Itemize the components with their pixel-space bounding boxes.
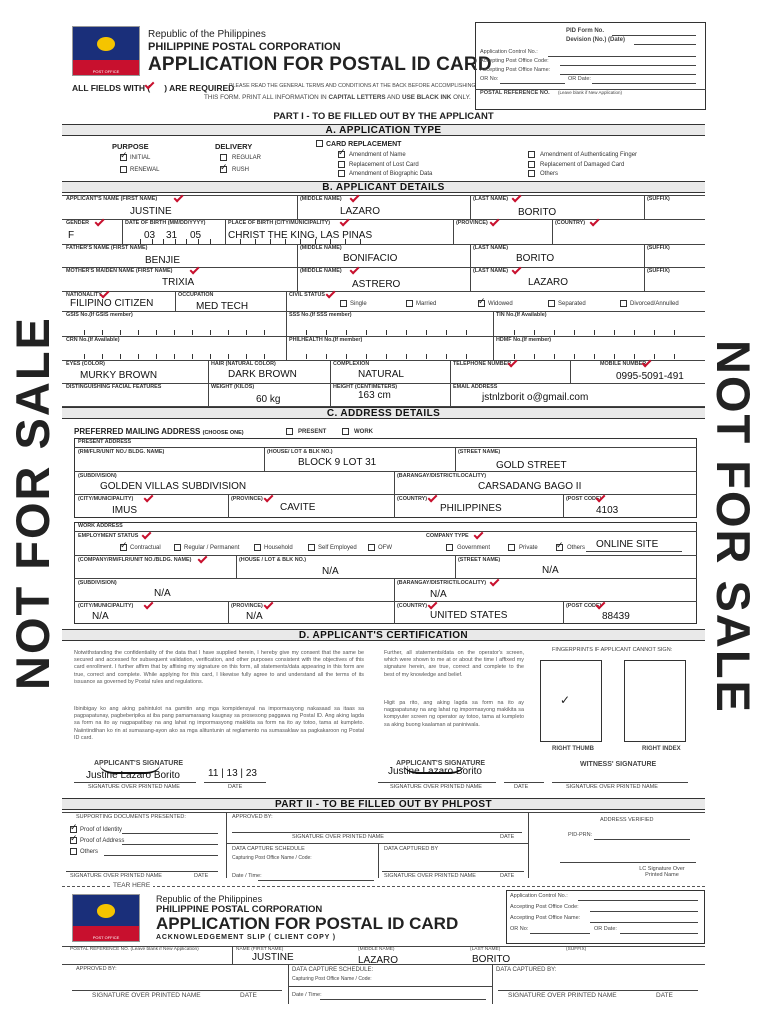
eyes-value[interactable]: MURKY BROWN xyxy=(80,370,158,381)
first-name-value[interactable]: JUSTINE xyxy=(130,206,172,217)
p2-sig-over-3: SIGNATURE OVER PRINTED NAME xyxy=(384,873,476,879)
divorced-label: Divorced/Annulled xyxy=(630,301,679,307)
amend-bio-label: Amendment of Biographic Data xyxy=(349,171,433,177)
dob-year[interactable]: 05 xyxy=(190,230,202,241)
others-a-label: Others xyxy=(540,171,559,177)
card-replacement-checkbox[interactable] xyxy=(316,140,323,147)
others-p2-label: Others xyxy=(80,849,99,855)
consent-filipino: Ibinibigay ko ang aking pahintulot na gamitin ang mga kompidensyal na impormasyong nakasaad sa itaas sa pagpapatunay, pagbeberipika at iba pang pamamaraang kaugnay sa prosesong paggawa ng Postal ID. Ang aking lagda sa form na ito ay nagpapatibay na ang lahat ng impormasyong makikita sa form na ito ay totoo, tama at kumpleto. Naiintindihan ko rin at sumasang-ayon ako sa mga alituntunin at reglamento na sumasaklaw sa pagkakaroon ng Postal ID card. xyxy=(74,706,364,741)
data-captured-by-label: DATA CAPTURED BY xyxy=(384,846,439,852)
capturing-office-label: Capturing Post Office Name / Code: xyxy=(232,855,312,861)
civil-status-label: CIVIL STATUS xyxy=(289,292,325,298)
barangay-value[interactable]: CARSADANG BAGO II xyxy=(478,481,582,492)
watermark-left: NOT FOR SALE xyxy=(6,316,59,690)
father-name-label: FATHER'S NAME (FIRST NAME) xyxy=(66,245,148,251)
present-label: PRESENT xyxy=(298,429,327,435)
barangay-label: (BARANGAY/DISTRICT/LOCALITY) xyxy=(397,473,487,479)
instructions-line1: PLEASE READ THE GENERAL TERMS AND CONDITIONS AT THE BACK BEFORE ACCOMPLISHING xyxy=(229,83,476,89)
slip-first-value[interactable]: JUSTINE xyxy=(252,952,294,963)
further-english: Further, all statements/data on the operator's screen, which were shown to me at or about the time I affixed my signature herein, are true, correct and complete to the best of my knowledge and belief. xyxy=(384,650,524,678)
household-checkbox[interactable] xyxy=(254,544,261,551)
rush-label: RUSH xyxy=(232,167,250,173)
nationality-value[interactable]: FILIPINO CITIZEN xyxy=(70,298,154,309)
approved-by-label: APPROVED BY: xyxy=(232,814,273,820)
mother-last-value[interactable]: LAZARO xyxy=(528,277,569,288)
married-label: Married xyxy=(416,301,437,307)
slip-accepting-code: Accepting Post Office Code: xyxy=(510,904,579,910)
section-c-title: C. ADDRESS DETAILS xyxy=(62,407,705,419)
subdivision-label: (SUBDIVISION) xyxy=(78,473,117,479)
or-no-label: OR No: xyxy=(480,76,499,82)
p2-sig-over-2: SIGNATURE OVER PRINTED NAME xyxy=(292,834,384,840)
slip-data-captured-label: DATA CAPTURED BY: xyxy=(496,967,557,973)
others-c-label: Others xyxy=(567,545,586,551)
renewal-checkbox[interactable] xyxy=(120,166,127,173)
work-subdivision-value[interactable]: N/A xyxy=(154,588,171,599)
applicant-sig-date[interactable]: 11 | 13 | 23 xyxy=(208,768,257,779)
government-checkbox[interactable] xyxy=(446,544,453,551)
sig-over-name-1: SIGNATURE OVER PRINTED NAME xyxy=(88,784,180,790)
section-a-title: A. APPLICATION TYPE xyxy=(62,124,705,136)
slip-accepting-name: Accepting Post Office Name: xyxy=(510,915,581,921)
widowed-label: Widowed xyxy=(488,301,513,307)
tin-label: TIN No.(If Available) xyxy=(496,312,547,318)
damaged-label: Replacement of Damaged Card xyxy=(540,162,625,168)
postal-ref-label: POSTAL REFERENCE NO. xyxy=(480,90,550,96)
slip-republic: Republic of the Philippines xyxy=(156,894,263,904)
proof-address-label: Proof of Address xyxy=(80,838,125,844)
gender-value[interactable]: F xyxy=(68,230,75,241)
lost-card-checkbox[interactable] xyxy=(338,161,345,168)
tear-here-label: TEAR HERE xyxy=(110,883,153,890)
applicant-printed-name-2[interactable]: Justine Lazaro Borito xyxy=(388,766,482,777)
work-label: WORK xyxy=(354,429,373,435)
company-type-label: COMPANY TYPE xyxy=(426,533,469,539)
complexion-value[interactable]: NATURAL xyxy=(358,369,404,380)
telephone-label: TELEPHONE NUMBER xyxy=(453,361,512,367)
house-label: (HOUSE/ LOT & BLK NO.) xyxy=(267,449,333,455)
father-first-value[interactable]: BENJIE xyxy=(145,255,181,266)
unit-label: (RM/FLR/UNIT NO./ BLDG. NAME) xyxy=(78,449,165,455)
p2-date-1: DATE xyxy=(194,873,209,879)
hair-label: HAIR (NATURAL COLOR) xyxy=(211,361,276,367)
work-province-value[interactable]: N/A xyxy=(246,611,263,622)
country-value[interactable]: PHILIPPINES xyxy=(440,503,502,514)
sig-date-label-1: DATE xyxy=(228,784,243,790)
p2-date-2: DATE xyxy=(500,834,515,840)
contractual-check-icon: ✓ xyxy=(120,540,128,550)
work-street-value[interactable]: N/A xyxy=(542,565,559,576)
amend-finger-checkbox[interactable] xyxy=(528,151,535,158)
p2-date-3: DATE xyxy=(500,873,515,879)
slip-sig-over-1: SIGNATURE OVER PRINTED NAME xyxy=(92,992,201,999)
slip-subtitle: ACKNOWLEDGEMENT SLIP ( CLIENT COPY ) xyxy=(156,934,336,941)
work-province-label: (PROVINCE) xyxy=(231,603,263,609)
proof-identity-check-icon: ✓ xyxy=(70,822,78,832)
crn-label: CRN No.(If Available) xyxy=(66,337,120,343)
right-thumb-label: RIGHT THUMB xyxy=(552,746,594,752)
suffix-label: (SUFFIX) xyxy=(647,196,670,202)
work-city-value[interactable]: N/A xyxy=(92,611,109,622)
eyes-label: EYES (COLOR) xyxy=(66,361,105,367)
hdmf-label: HDMF No.(If member) xyxy=(496,337,552,343)
others-p2-checkbox[interactable] xyxy=(70,848,77,855)
widowed-check-icon: ✓ xyxy=(478,296,486,306)
mother-suffix-label: (SUFFIX) xyxy=(647,268,670,274)
required-note: ALL FIELDS WITH ( ) ARE REQUIRED xyxy=(72,83,235,93)
slip-or-no: OR No: xyxy=(510,926,529,932)
supporting-docs-label: SUPPORTING DOCUMENTS PRESENTED: xyxy=(76,814,186,820)
amend-finger-label: Amendment of Authenticating Finger xyxy=(540,152,638,158)
pid-form-label: PID Form No. xyxy=(566,28,605,34)
street-label: (STREET NAME) xyxy=(458,449,501,455)
private-checkbox[interactable] xyxy=(508,544,515,551)
street-value[interactable]: GOLD STREET xyxy=(496,460,567,471)
initial-label: INITIAL xyxy=(130,155,151,161)
height-label: HEIGHT (CENTIMETERS) xyxy=(333,384,398,390)
father-last-value[interactable]: BORITO xyxy=(516,253,555,264)
country-label: (COUNTRY) xyxy=(397,496,428,502)
lc-signature-label: LC Signature Over Printed Name xyxy=(639,866,685,878)
slip-approved-label: APPROVED BY: xyxy=(76,966,117,972)
work-barangay-value[interactable]: N/A xyxy=(430,589,447,600)
work-city-label: (CITY/MUNICIPALITY) xyxy=(78,603,134,609)
first-name-label: APPLICANT'S NAME (FIRST NAME) xyxy=(66,196,158,202)
part1-title: PART I - TO BE FILLED OUT BY THE APPLICANT xyxy=(273,111,494,122)
father-middle-label: (MIDDLE NAME) xyxy=(300,245,342,251)
pob-value[interactable]: CHRIST THE KING, LAS PINAS xyxy=(228,230,373,241)
p2-sig-over-1: SIGNATURE OVER PRINTED NAME xyxy=(70,873,162,879)
preferred-label: PREFERRED MAILING ADDRESS (CHOOSE ONE) xyxy=(74,427,244,436)
government-label: Government xyxy=(457,545,491,551)
regular-checkbox[interactable] xyxy=(220,154,227,161)
corporation-name: PHILIPPINE POSTAL CORPORATION xyxy=(148,41,341,53)
instructions-line2: THIS FORM. PRINT ALL INFORMATION IN CAPITAL LETTERS AND USE BLACK INK ONLY. xyxy=(204,94,471,101)
others-c-check-icon: ✓ xyxy=(556,540,564,550)
present-address-label: PRESENT ADDRESS xyxy=(78,439,132,445)
date-time-label: Date / Time: xyxy=(232,873,262,879)
work-postcode-label: (POST CODE) xyxy=(566,603,602,609)
section-d-title: D. APPLICANT'S CERTIFICATION xyxy=(62,629,705,641)
single-checkbox[interactable] xyxy=(340,300,347,307)
house-value[interactable]: BLOCK 9 LOT 31 xyxy=(298,457,377,468)
mother-middle-label: (MIDDLE NAME) xyxy=(300,268,342,274)
delivery-label: DELIVERY xyxy=(215,142,253,151)
last-name-label: (LAST NAME) xyxy=(473,196,509,202)
pid-prn-label: PID-PRN: xyxy=(568,832,593,838)
accepting-code-label: Accepting Post Office Code: xyxy=(480,58,549,64)
private-label: Private xyxy=(519,545,538,551)
pob-province-label: (PROVINCE) xyxy=(456,220,488,226)
mother-first-value[interactable]: TRIXIA xyxy=(162,277,195,288)
postcode-value[interactable]: 4103 xyxy=(596,505,619,516)
amend-name-check-icon: ✓ xyxy=(338,147,346,157)
postal-ref-note: (Leave blank if New Application) xyxy=(558,90,623,95)
amend-name-label: Amendment of Name xyxy=(349,152,406,158)
present-checkbox[interactable] xyxy=(286,428,293,435)
email-label: EMAIL ADDRESS xyxy=(453,384,498,390)
others-a-checkbox[interactable] xyxy=(528,170,535,177)
slip-middle-value[interactable]: LAZARO xyxy=(358,955,399,966)
work-country-label: (COUNTRY) xyxy=(397,603,428,609)
dob-day[interactable]: 31 xyxy=(166,230,178,241)
work-postcode-value[interactable]: 88439 xyxy=(602,611,630,622)
sig-over-name-2: SIGNATURE OVER PRINTED NAME xyxy=(390,784,482,790)
slip-or-date: OR Date: xyxy=(594,926,617,932)
slip-middle-label: (MIDDLE NAME) xyxy=(358,947,395,952)
form-title: APPLICATION FOR POSTAL ID CARD xyxy=(148,54,492,75)
right-index-box[interactable] xyxy=(624,660,686,742)
thumb-check-icon: ✓ xyxy=(560,693,571,707)
complexion-label: COMPLEXION xyxy=(333,361,370,367)
employment-label: EMPLOYMENT STATUS xyxy=(78,533,139,539)
slip-title: APPLICATION FOR POSTAL ID CARD xyxy=(156,914,459,933)
slip-date-time-label: Date / Time: xyxy=(292,992,322,998)
slip-data-capture-label: DATA CAPTURE SCHEDULE: xyxy=(292,967,374,973)
pob-country-label: (COUNTRY) xyxy=(555,220,586,226)
amend-bio-checkbox[interactable] xyxy=(338,170,345,177)
initial-check-icon: ✓ xyxy=(120,150,128,160)
slip-last-value[interactable]: BORITO xyxy=(472,954,511,965)
work-address-label: WORK ADDRESS xyxy=(78,523,123,529)
slip-postal-ref: POSTAL REFERENCE NO. (Leave blank if New Application) xyxy=(70,947,199,952)
separated-label: Separated xyxy=(558,301,586,307)
dob-label: DATE OF BIRTH (MM/DD/YYYY) xyxy=(125,220,206,226)
sss-label: SSS No.(If SSS member) xyxy=(289,312,352,318)
proof-identity-label: Proof of Identity xyxy=(80,827,123,833)
purpose-label: PURPOSE xyxy=(112,142,149,151)
nationality-label: NATIONALITY xyxy=(66,292,102,298)
slip-date-2: DATE xyxy=(656,992,673,999)
father-middle-value[interactable]: BONIFACIO xyxy=(343,253,398,264)
contractual-label: Contractual xyxy=(130,545,161,551)
father-suffix-label: (SUFFIX) xyxy=(647,245,670,251)
consent-english: Notwithstanding the confidentiality of the data that I have supplied herein, I hereby give my consent that the same be secured and accessed for subsequent validation, verification, and other purposes consistent with the objectives of this card enrollment. I further affirm that by affixing my signature on this form, all statements/data appearing in this form are true, correct and complete. While applying for this card, I likewise fully agree to and understand all the terms of its issuance as governed by Postal rules and regulations. xyxy=(74,650,364,685)
father-last-label: (LAST NAME) xyxy=(473,245,509,251)
province-value[interactable]: CAVITE xyxy=(280,502,316,513)
company-label: (COMPANY/RM/FLR/UNIT NO./BLDG. NAME) xyxy=(78,557,192,563)
married-checkbox[interactable] xyxy=(406,300,413,307)
applicant-sig-label-2: APPLICANT'S SIGNATURE xyxy=(396,760,486,767)
or-date-label: OR Date: xyxy=(568,76,591,82)
slip-logo: POST OFFICE xyxy=(72,894,140,942)
work-country-value[interactable]: UNITED STATES xyxy=(430,610,508,621)
single-label: Single xyxy=(350,301,367,307)
watermark-right: NOT FOR SALE xyxy=(707,340,760,714)
divorced-checkbox[interactable] xyxy=(620,300,627,307)
further-filipino: Higit pa rito, ang aking lagda sa form na ito ay nagpapatunay na ang lahat ng impormasyong makikita sa kompyuter screen ng operator ay totoo, tama at kumpleto sa aking buong kaalaman at paniniwala. xyxy=(384,700,524,728)
slip-date-1: DATE xyxy=(240,992,257,999)
section-b-title: B. APPLICANT DETAILS xyxy=(62,181,705,193)
work-subdivision-label: (SUBDIVISION) xyxy=(78,580,117,586)
province-label: (PROVINCE) xyxy=(231,496,263,502)
postcode-label: (POST CODE) xyxy=(566,496,602,502)
occupation-label: OCCUPATION xyxy=(178,292,214,298)
applicant-printed-name[interactable]: Justine Lazaro Borito xyxy=(86,770,180,781)
work-house-value[interactable]: N/A xyxy=(322,566,339,577)
hair-value[interactable]: DARK BROWN xyxy=(228,369,297,380)
mobile-value[interactable]: 0995-5091-491 xyxy=(616,371,684,382)
fingerprints-label: FINGERPRINTS IF APPLICANT CANNOT SIGN: xyxy=(552,647,673,653)
republic-text: Republic of the Philippines xyxy=(148,29,266,40)
work-barangay-label: (BARANGAY/DISTRICT/LOCALITY) xyxy=(397,580,487,586)
gsis-label: GSIS No.(If GSIS member) xyxy=(66,312,133,318)
subdivision-value[interactable]: GOLDEN VILLAS SUBDIVISION xyxy=(100,481,247,492)
slip-app-control: Application Control No.: xyxy=(510,893,568,899)
weight-value[interactable]: 60 kg xyxy=(256,394,281,405)
regular-emp-checkbox[interactable] xyxy=(174,544,181,551)
slip-last-label: (LAST NAME) xyxy=(470,947,501,952)
gender-label: GENDER xyxy=(66,220,90,226)
occupation-value[interactable]: MED TECH xyxy=(196,301,249,312)
separated-checkbox[interactable] xyxy=(548,300,555,307)
slip-name-label: NAME (FIRST NAME) xyxy=(236,947,284,952)
work-address-box xyxy=(74,522,697,624)
mother-name-label: MOTHER'S MAIDEN NAME (FIRST NAME) xyxy=(66,268,173,274)
household-label: Household xyxy=(264,545,293,551)
slip-sig-over-2: SIGNATURE OVER PRINTED NAME xyxy=(508,992,617,999)
app-control-label: Application Control No.: xyxy=(480,49,538,55)
ofw-checkbox[interactable] xyxy=(368,544,375,551)
accepting-name-label: Accepting Post Office Name: xyxy=(480,67,551,73)
slip-capturing-label: Capturing Post Office Name / Code: xyxy=(292,976,372,982)
part2-title: PART II - TO BE FILLED OUT BY PHLPOST xyxy=(62,798,705,810)
self-employed-checkbox[interactable] xyxy=(308,544,315,551)
last-name-value[interactable]: BORITO xyxy=(518,207,557,218)
city-label: (CITY/MUNICIPALITY) xyxy=(78,496,134,502)
dob-month[interactable]: 03 xyxy=(144,230,156,241)
slip-corp: PHILIPPINE POSTAL CORPORATION xyxy=(156,904,323,915)
pob-label: PLACE OF BIRTH (CITY/MUNICIPALITY) xyxy=(228,220,331,226)
middle-name-value[interactable]: LAZARO xyxy=(340,206,381,217)
company-type-other-value[interactable]: ONLINE SITE xyxy=(596,539,659,550)
postal-logo: POST OFFICE xyxy=(72,26,140,76)
applicant-sig-label: APPLICANT'S SIGNATURE xyxy=(94,760,184,767)
sig-over-name-3: SIGNATURE OVER PRINTED NAME xyxy=(566,784,658,790)
regular-label: REGULAR xyxy=(232,155,262,161)
email-value[interactable]: jstnlzborit o@gmail.com xyxy=(482,392,589,403)
lost-card-label: Replacement of Lost Card xyxy=(349,162,419,168)
city-value[interactable]: IMUS xyxy=(112,505,137,516)
ofw-label: OFW xyxy=(378,545,392,551)
address-verified-label: ADDRESS VERIFIED xyxy=(600,817,654,823)
right-thumb-box[interactable] xyxy=(540,660,602,742)
right-index-label: RIGHT INDEX xyxy=(642,746,681,752)
mother-middle-value[interactable]: ASTRERO xyxy=(352,279,401,290)
division-label: Devision (No.) (Date) xyxy=(566,37,626,43)
rush-check-icon: ✓ xyxy=(220,162,228,172)
proof-address-check-icon: ✓ xyxy=(70,833,78,843)
sig-date-label-2: DATE xyxy=(514,784,529,790)
mobile-label: MOBILE NUMBER xyxy=(600,361,647,367)
data-capture-schedule-label: DATA CAPTURE SCHEDULE xyxy=(232,846,305,852)
damaged-checkbox[interactable] xyxy=(528,161,535,168)
regular-emp-label: Regular / Permanent xyxy=(184,545,240,551)
height-value[interactable]: 163 cm xyxy=(358,390,391,401)
card-replacement-label: CARD REPLACEMENT xyxy=(326,141,402,148)
witness-sig-label: WITNESS' SIGNATURE xyxy=(580,761,657,768)
weight-label: WEIGHT (KILOS) xyxy=(211,384,255,390)
philhealth-label: PHILHEALTH No.(If member) xyxy=(289,337,363,343)
middle-name-label: (MIDDLE NAME) xyxy=(300,196,342,202)
mother-last-label: (LAST NAME) xyxy=(473,268,509,274)
renewal-label: RENEWAL xyxy=(130,167,160,173)
features-label: DISTINGUISHING FACIAL FEATURES xyxy=(66,384,162,390)
work-checkbox[interactable] xyxy=(342,428,349,435)
self-employed-label: Self Employed xyxy=(318,545,357,551)
work-street-label: (STREET NAME) xyxy=(458,557,501,563)
slip-suffix-label: (SUFFIX) xyxy=(566,947,587,952)
work-lot-label: (HOUSE / LOT & BLK NO.) xyxy=(239,557,307,563)
